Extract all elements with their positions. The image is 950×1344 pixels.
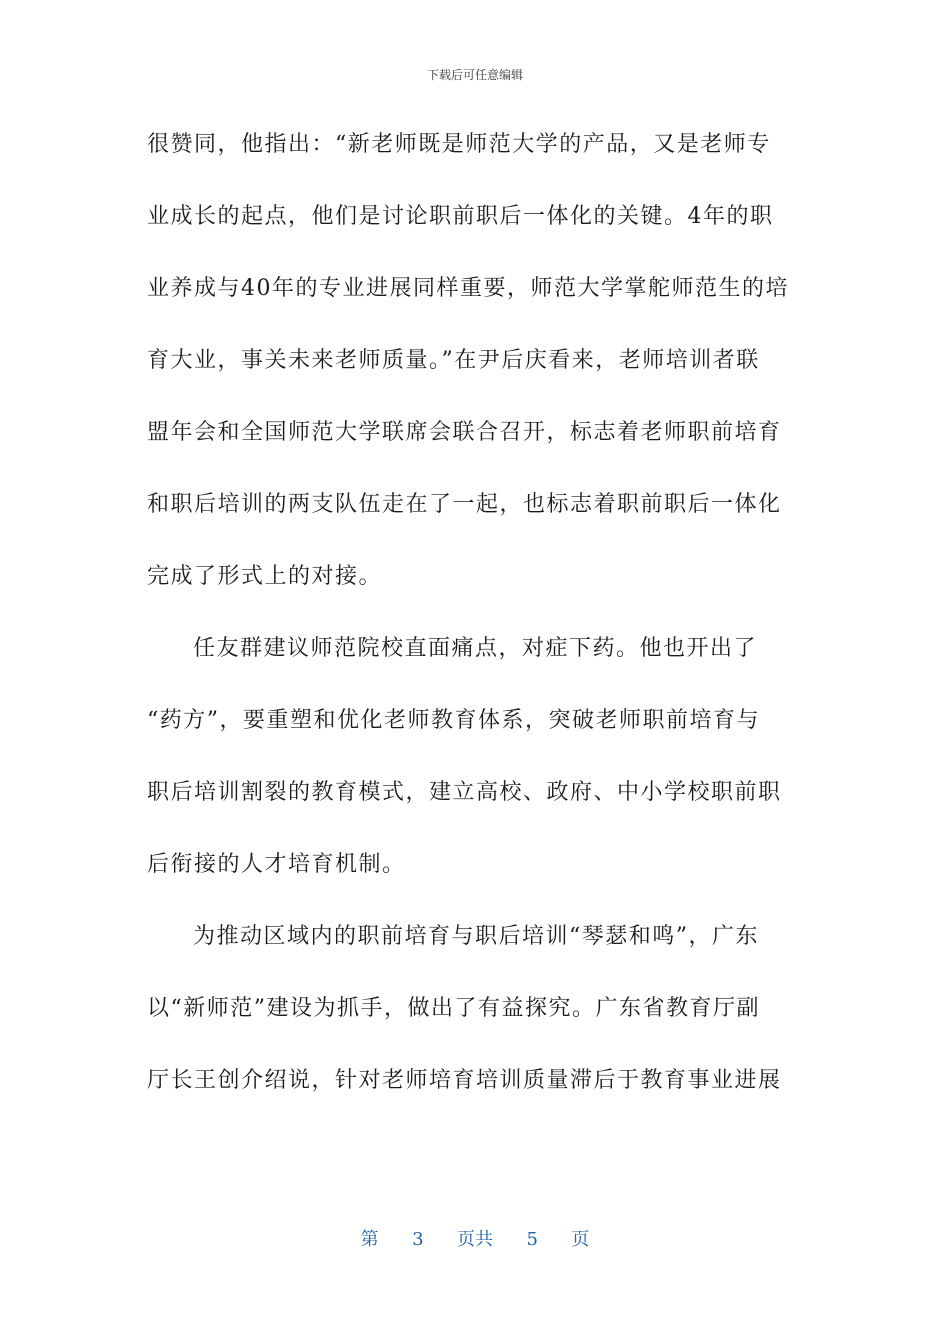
total-pages-number: 5 xyxy=(526,1229,538,1250)
footer-prefix: 第 xyxy=(360,1229,379,1250)
text-line: 业养成与40年的专业进展同样重要，师范大学掌舵师范生的培 xyxy=(147,276,789,301)
paragraph xyxy=(147,109,807,613)
page-footer xyxy=(0,1225,950,1251)
text-line: 盟年会和全国师范大学联席会联合召开，标志着老师职前培育 xyxy=(147,420,782,445)
text-line: 很赞同，他指出：“新老师既是师范大学的产品，又是老师专 xyxy=(147,132,771,157)
current-page-number: 3 xyxy=(412,1229,424,1250)
footer-middle: 页共 xyxy=(457,1229,493,1250)
text-line: 厅长王创介绍说，针对老师培育培训质量滞后于教育事业进展 xyxy=(147,1068,782,1093)
text-line: 业成长的起点，他们是讨论职前职后一体化的关键。4年的职 xyxy=(147,204,774,229)
paragraph xyxy=(147,901,807,1117)
text-line: “药方”，要重塑和优化老师教育体系，突破老师职前培育与 xyxy=(147,708,760,733)
text-line: 为推动区域内的职前培育与职后培训“琴瑟和鸣”，广东 xyxy=(193,924,759,949)
text-line: 完成了形式上的对接。 xyxy=(147,564,383,589)
text-line: 育大业，事关未来老师质量。”在尹后庆看来，老师培训者联 xyxy=(147,348,760,373)
text-line: 职后培训割裂的教育模式，建立高校、政府、中小学校职前职 xyxy=(147,780,782,805)
text-line: 后衔接的人才培育机制。 xyxy=(147,852,406,877)
page-header xyxy=(0,66,950,83)
footer-suffix: 页 xyxy=(571,1229,590,1250)
paragraph xyxy=(147,613,807,901)
text-line: 和职后培训的两支队伍走在了一起，也标志着职前职后一体化 xyxy=(147,492,782,517)
text-line: 以“新师范”建设为抓手，做出了有益探究。广东省教育厅副 xyxy=(147,996,760,1021)
header-text: 下载后可任意编辑 xyxy=(426,68,523,82)
document-body xyxy=(147,109,807,1117)
text-line: 任友群建议师范院校直面痛点，对症下药。他也开出了 xyxy=(193,636,758,661)
